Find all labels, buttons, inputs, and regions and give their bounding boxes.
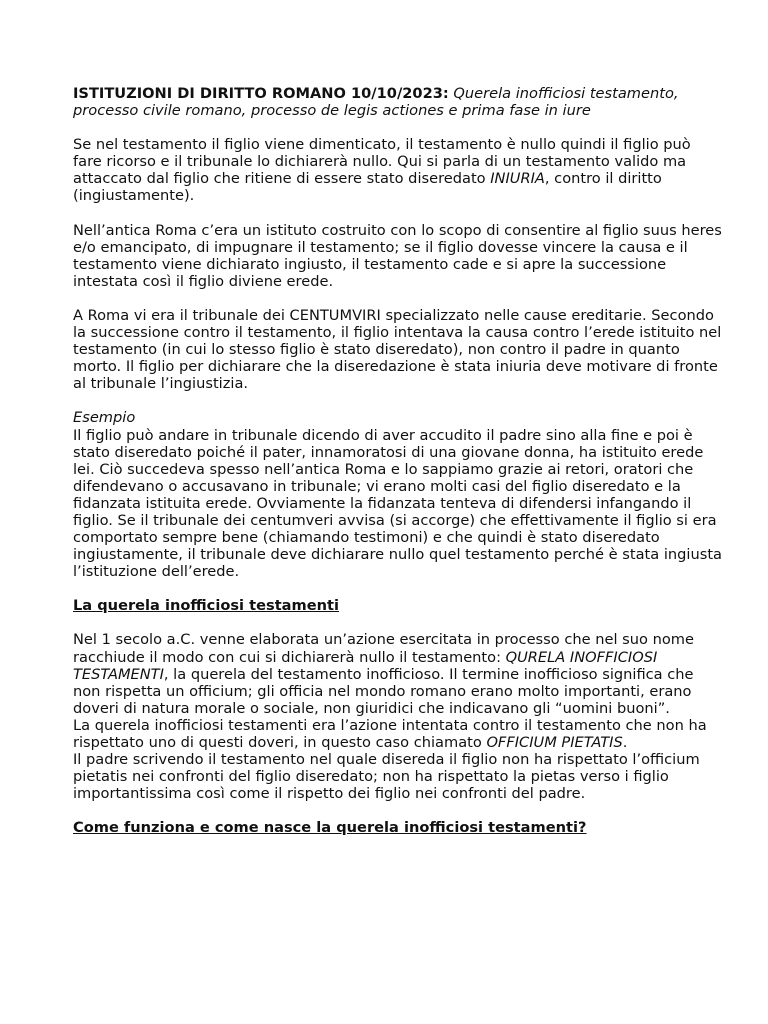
section-heading-1-text: La querela inofficiosi testamenti [73, 597, 339, 615]
example-label [73, 409, 723, 426]
paragraph-1-italic: INIURIA [490, 170, 545, 188]
paragraph-5-text: La querela inofficiosi testamenti era l’azione intentata contro il testamento che non ha rispettato uno di questi doveri, in questo caso chiamato [73, 716, 707, 751]
paragraph-1-tail: , contro il diritto (ingiustamente). [73, 170, 662, 205]
paragraph-5-tail: . [622, 734, 628, 751]
paragraph-5 [73, 717, 723, 751]
section-heading-2-text: Come funziona e come nasce la querela inofficiosi testamenti? [73, 819, 587, 837]
paragraph-6: Il padre scrivendo il testamento nel quale disereda il figlio non ha rispettato l’officium pietatis nei confronti del figlio diseredato; non ha rispettato la pietas verso i figlio importantissima così come il rispetto dei figlio nei confronti del padre. [73, 751, 700, 803]
document-title [73, 85, 723, 119]
paragraph-2: Nell’antica Roma c’era un istituto costruito con lo scopo di consentire al figlio suus heres e/o emancipato, di impugnare il testamento; se il figlio dovesse vincere la causa e il testamento viene dichiarato ingiusto, il testamento cade e si apre la successione intestata così il figlio diviene erede. [73, 221, 722, 290]
paragraph-5-italic: OFFICIUM PIETATIS [486, 734, 623, 751]
paragraph-3: A Roma vi era il tribunale dei CENTUMVIRI specializzato nelle cause ereditarie. Secondo la successione contro il testamento, il figlio intentava la causa contro l’erede istituito nel testamento (in cui lo stesso figlio è stato diseredato), non contro il padre in quanto morto. Il figlio per dichiarare che la diseredazione è stata iniuria deve motivare di fronte al tribunale l’ingiustizia. [73, 306, 722, 393]
paragraph-4-tail: , la querela del testamento inofficioso. Il termine inofficioso significa che non rispetta un officium; gli officia nel mondo romano erano molto importanti, erano doveri di natura morale o sociale, non giuridici che indicavano gli “uomini buoni”. [73, 665, 694, 717]
example-label-text: Esempio [73, 409, 136, 427]
paragraph-4-text: Nel 1 secolo a.C. venne elaborata un’azione esercitata in processo che nel suo nome racchiude il modo con cui si dichiarerà nullo il testamento: [73, 631, 694, 666]
paragraph-1-text: Se nel testamento il figlio viene dimenticato, il testamento è nullo quindi il figlio può fare ricorso e il tribunale lo dichiarerà nullo. Qui si parla di un testamento valido ma attaccato dal figlio che ritiene di essere stato diseredato [73, 136, 691, 188]
section-heading-2 [73, 819, 723, 836]
section-heading-1 [73, 597, 723, 614]
title-subject: Querela inofficiosi testamento, processo civile romano, processo de legis actiones e prima fase in iure [73, 85, 679, 120]
example-paragraph: Il figlio può andare in tribunale dicendo di aver accudito il padre sino alla fine e poi è stato diseredato poiché il pater, innamoratosi di una giovane donna, ha istituito erede lei. Ciò succedeva spesso nell’antica Roma e lo sappiamo grazie ai retori, oratori che difendevano o accusavano in tribunale; vi erano molti casi del figlio diseredato e la fidanzata istituita erede. Ovviamente la fidanzata tenteva di difendersi infangando il figlio. Se il tribunale dei centumveri avvisa (si accorge) che effettivamente il figlio si era comportato sempre bene (chiamando testimoni) e che quindi è stato diseredato ingiustamente, il tribunale deve dichiarare nullo quel testamento perché è stata ingiusta l’istituzione dell’erede. [73, 426, 722, 581]
paragraph-4 [73, 631, 723, 716]
paragraph-1 [73, 136, 723, 204]
document-body [73, 85, 723, 836]
title-bold: ISTITUZIONI DI DIRITTO ROMANO 10/10/2023: [73, 85, 449, 102]
paragraph-4-italic: QURELA INOFFICIOSI TESTAMENTI [73, 648, 658, 683]
